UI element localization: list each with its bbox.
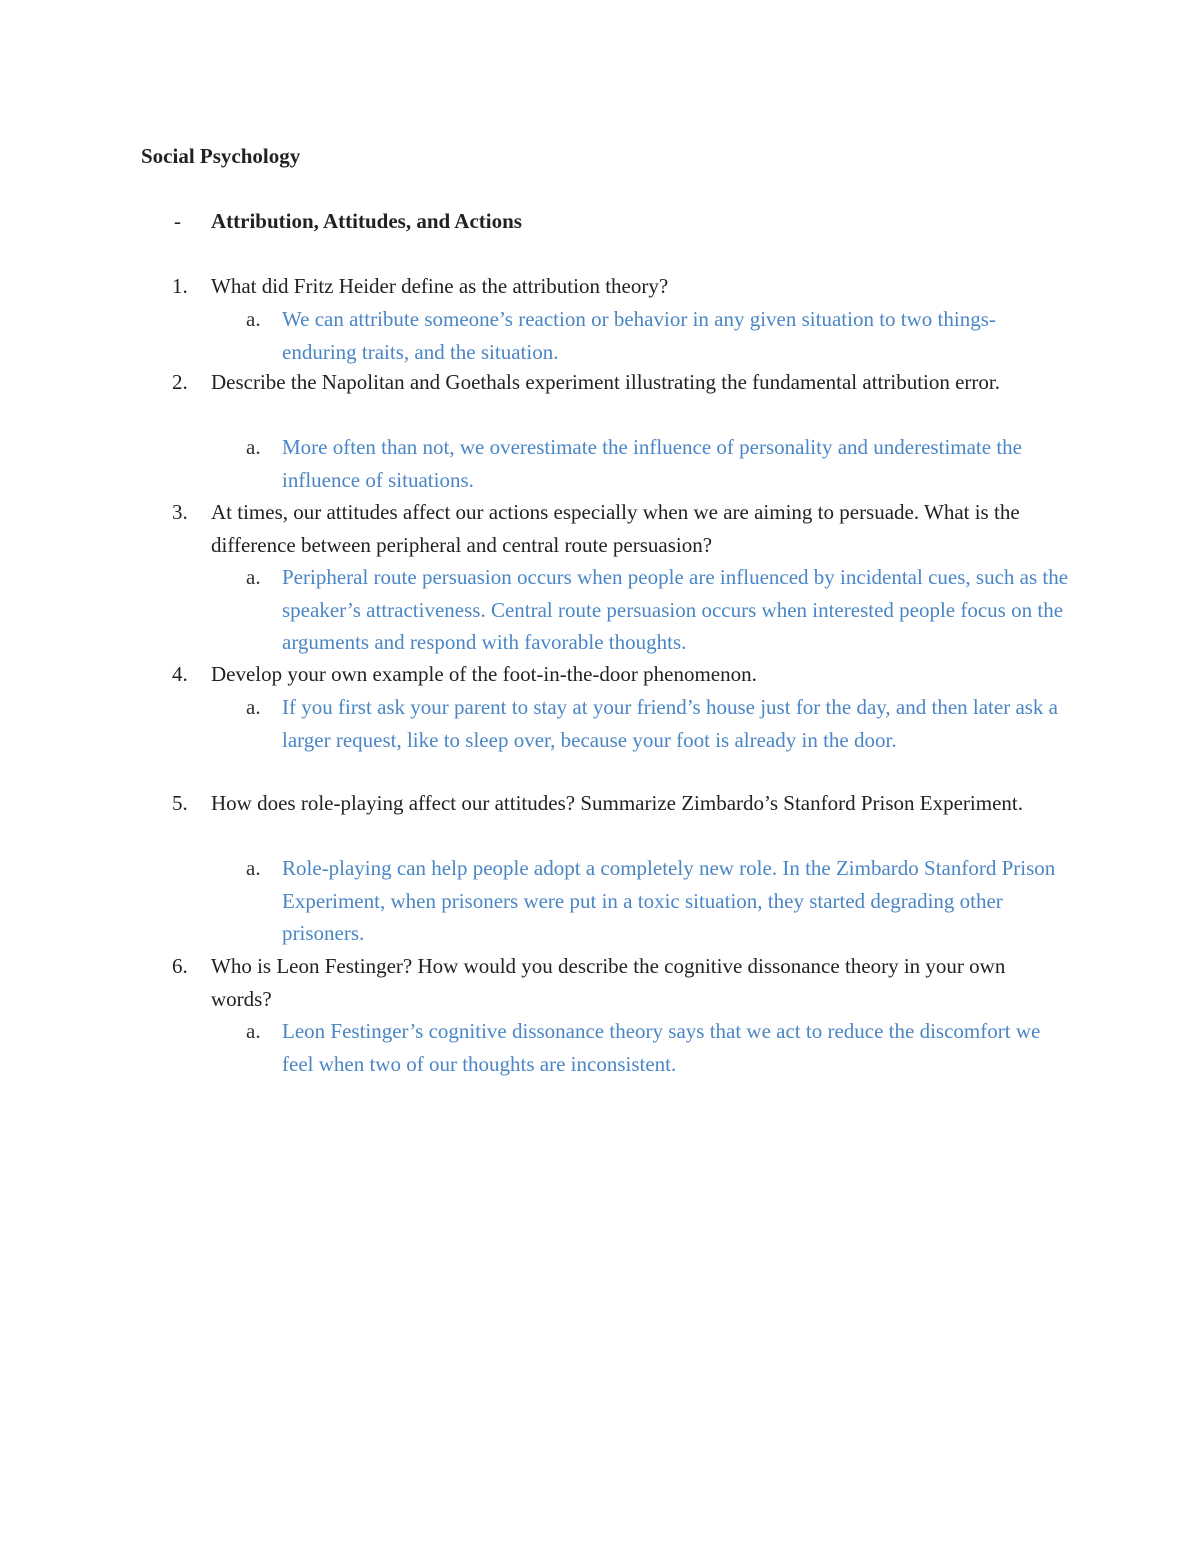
answer-letter: a. bbox=[246, 307, 261, 331]
section-heading: Attribution, Attitudes, and Actions bbox=[211, 209, 522, 233]
answer-text: Role-playing can help people adopt a completely new role. In the Zimbardo Stanford Prison Experiment, when prisoners were put in a toxic situation, they started degrading other prisoners. bbox=[282, 856, 1056, 945]
answer-text: If you first ask your parent to stay at your friend’s house just for the day, and then later ask a larger request, like to sleep over, because your foot is already in the door. bbox=[282, 695, 1059, 752]
question-text: Describe the Napolitan and Goethals experiment illustrating the fundamental attribution error. bbox=[211, 370, 1001, 394]
question-number: 2. bbox=[172, 370, 188, 394]
question-text: What did Fritz Heider define as the attribution theory? bbox=[211, 274, 669, 298]
answer-letter: a. bbox=[246, 565, 261, 589]
answer-text: Peripheral route persuasion occurs when people are influenced by incidental cues, such as the speaker’s attractiveness. Central route persuasion occurs when interested people focus on the arguments and respond with favorable thoughts. bbox=[282, 565, 1069, 654]
question-number: 4. bbox=[172, 662, 188, 686]
document-title: Social Psychology bbox=[141, 144, 301, 168]
answer-text: Leon Festinger’s cognitive dissonance theory says that we act to reduce the discomfort we feel when two of our thoughts are inconsistent. bbox=[282, 1019, 1041, 1076]
question-number: 3. bbox=[172, 500, 188, 524]
answer-text: We can attribute someone’s reaction or behavior in any given situation to two things- enduring traits, and the situation. bbox=[282, 307, 996, 364]
question-text: Who is Leon Festinger? How would you describe the cognitive dissonance theory in your own words? bbox=[211, 954, 1006, 1011]
question-number: 5. bbox=[172, 791, 188, 815]
answer-letter: a. bbox=[246, 856, 261, 880]
answer-text: More often than not, we overestimate the influence of personality and underestimate the influence of situations. bbox=[282, 435, 1022, 492]
question-number: 6. bbox=[172, 954, 188, 978]
question-text: At times, our attitudes affect our actions especially when we are aiming to persuade. What is the difference between peripheral and central route persuasion? bbox=[211, 500, 1020, 557]
question-text: Develop your own example of the foot-in-the-door phenomenon. bbox=[211, 662, 757, 686]
section-bullet: - bbox=[174, 209, 181, 233]
answer-letter: a. bbox=[246, 695, 261, 719]
answer-letter: a. bbox=[246, 1019, 261, 1043]
question-number: 1. bbox=[172, 274, 188, 298]
question-text: How does role-playing affect our attitudes? Summarize Zimbardo’s Stanford Prison Experiment. bbox=[211, 791, 1023, 815]
answer-letter: a. bbox=[246, 435, 261, 459]
